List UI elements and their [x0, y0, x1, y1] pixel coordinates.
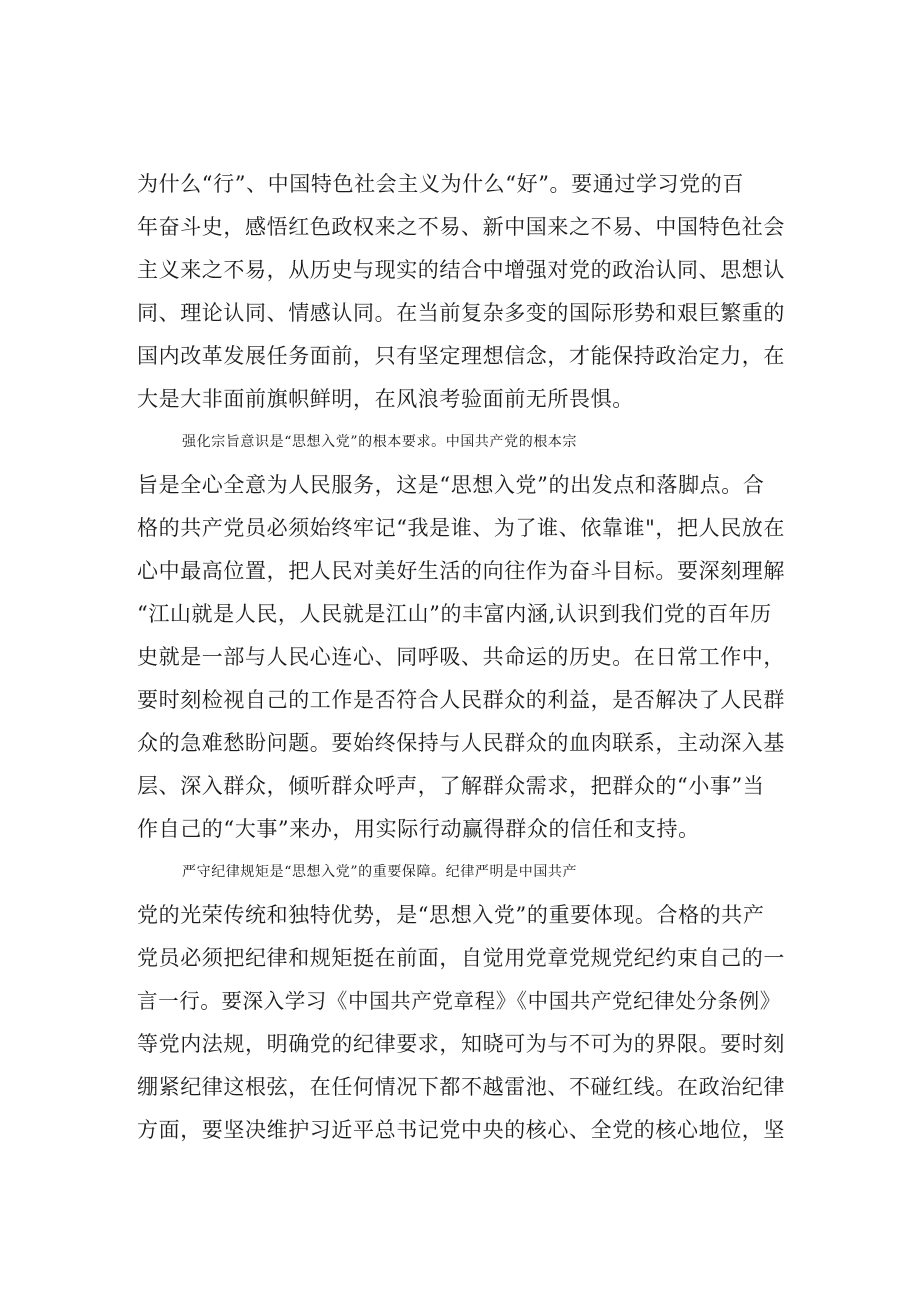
text-line: 旨是全心全意为人民服务，这是“思想入党”的出发点和落脚点。合	[137, 473, 765, 497]
text-line: 绷紧纪律这根弦，在任何情况下都不越雷池、不碰红线。在政治纪律	[137, 1075, 785, 1099]
text-line: 言一行。要深入学习《中国共产党章程》《中国共产党纪律处分条例》	[137, 989, 781, 1013]
text-line: 严守纪律规矩是“思想入党”的重要保障。纪律严明是中国共产	[182, 864, 578, 880]
text-line: 主义来之不易，从历史与现实的结合中增强对党的政治认同、思想认	[137, 258, 785, 282]
text-line: 国内改革发展任务面前，只有坚定理想信念，才能保持政治定力，在	[137, 344, 785, 368]
text-line: 等党内法规，明确党的纪律要求，知晓可为与不可为的界限。要时刻	[137, 1032, 785, 1056]
text-line: 年奋斗史，感悟红色政权来之不易、新中国来之不易、中国特色社会	[137, 215, 785, 239]
text-line: 为什么“行”、中国特色社会主义为什么“好”。要通过学习党的百	[137, 172, 744, 196]
text-line: 强化宗旨意识是“思想入党”的根本要求。中国共产党的根本宗	[182, 434, 578, 450]
text-line: 党的光荣传统和独特优势，是“思想入党”的重要体现。合格的共产	[137, 903, 765, 927]
text-line: 作自己的“大事”来办，用实际行动赢得群众的信任和支持。	[137, 817, 700, 841]
text-line: 众的急难愁盼问题。要始终保持与人民群众的血肉联系，主动深入基	[137, 731, 785, 755]
text-line: “江山就是人民，人民就是江山”的丰富内涵,认识到我们党的百年历	[137, 602, 772, 626]
text-line: 同、理论认同、情感认同。在当前复杂多变的国际形势和艰巨繁重的	[137, 301, 785, 325]
text-line: 大是大非面前旗帜鲜明，在风浪考验面前无所畏惧。	[137, 387, 634, 411]
text-line: 心中最高位置，把人民对美好生活的向往作为奋斗目标。要深刻理解	[137, 559, 785, 583]
text-line: 格的共产党员必须始终牢记“我是谁、为了谁、依靠谁"，把人民放在	[137, 516, 785, 540]
text-line: 要时刻检视自己的工作是否符合人民群众的利益，是否解决了人民群	[137, 688, 785, 712]
text-line: 层、深入群众，倾听群众呼声，了解群众需求，把群众的“小事”当	[137, 774, 765, 798]
text-line: 方面，要坚决维护习近平总书记党中央的核心、全党的核心地位，坚	[137, 1118, 785, 1142]
text-line: 党员必须把纪律和规矩挺在前面，自觉用党章党规党纪约束自己的一	[137, 946, 785, 970]
text-line: 史就是一部与人民心连心、同呼吸、共命运的历史。在日常工作中，	[137, 645, 785, 669]
